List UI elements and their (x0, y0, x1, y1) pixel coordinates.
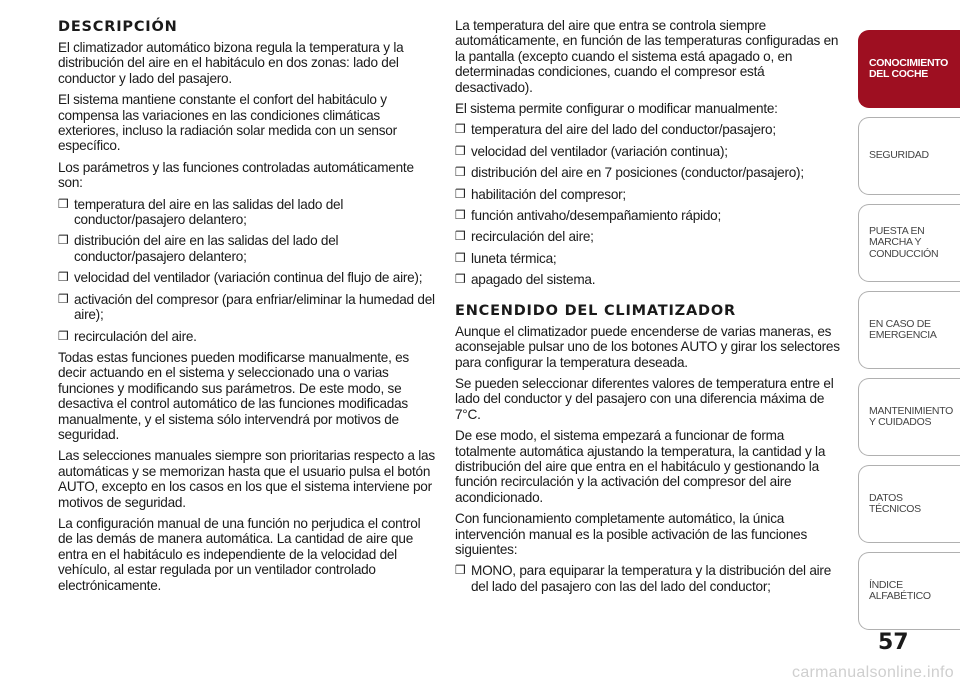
paragraph: De ese modo, el sistema empezará a funcionar de forma totalmente automática ajustando la temperatura, la cantidad y la distribución del aire que entra en el habitáculo y gestionando la función recirculación y la activación del compresor del aire acondicionado. (455, 428, 826, 505)
paragraph: Las selecciones manuales siempre son prioritarias respecto a las automáticas y se memorizan hasta que el usuario pulsa el botón AUTO, excepto en los casos en los que el sistema interviene por motivos de seguridad. (58, 448, 435, 510)
checkbox-bullet-icon: ❒ (455, 250, 466, 265)
checkbox-bullet-icon: ❒ (455, 563, 466, 578)
list-item: ❒ activación del compresor (para enfriar/eliminar la humedad del aire); (58, 291, 435, 323)
checkbox-bullet-icon: ❒ (455, 143, 466, 158)
paragraph: Aunque el climatizador puede encenderse de varias maneras, es aconsejable pulsar uno de los botones AUTO y girar los selectores para configurar la temperatura deseada. (455, 323, 840, 370)
tab-puesta-en-marcha[interactable]: PUESTA EN MARCHA Y CONDUCCIÓN (858, 204, 960, 282)
checkbox-bullet-icon: ❒ (455, 122, 466, 137)
chapter-tabs (858, 30, 960, 639)
paragraph: El sistema mantiene constante el confort del habitáculo y compensa las variaciones en las condiciones climáticas exteriores, incluso la radiación solar medida con un sensor específico. (58, 92, 397, 154)
list-item: ❒ función antivaho/desempañamiento rápido; (455, 208, 721, 224)
list-item: ❒ MONO, para equiparar la temperatura y la distribución del aire del lado del pasajero con las del lado del conductor; (455, 563, 832, 594)
tab-en-caso-de-emergencia[interactable]: EN CASO DE EMERGENCIA (858, 291, 960, 369)
tab-datos-tecnicos[interactable]: DATOS TÉCNICOS (858, 465, 960, 543)
list-item: ❒ recirculación del aire. (58, 328, 197, 344)
list-item: ❒ habilitación del compresor; (455, 186, 626, 202)
checkbox-bullet-icon: ❒ (455, 229, 466, 244)
list-item: ❒ temperatura del aire del lado del conductor/pasajero; (455, 122, 776, 138)
list-item: ❒ distribución del aire en las salidas del lado del conductor/pasajero delantero; (58, 233, 339, 264)
checkbox-bullet-icon: ❒ (58, 328, 69, 343)
checkbox-bullet-icon: ❒ (58, 291, 69, 306)
checkbox-bullet-icon: ❒ (58, 270, 69, 285)
watermark: carmanualsonline.info (792, 664, 954, 681)
checkbox-bullet-icon: ❒ (455, 272, 466, 287)
paragraph: Todas estas funciones pueden modificarse manualmente, es decir actuando en el sistema y seleccionado una o varias funciones y modificando sus parámetros. De este modo, se desactiva el control automático de las funciones modificadas manualmente, y el sistema sólo intervendrá por motivos de seguridad. (58, 349, 409, 442)
paragraph: Se pueden seleccionar diferentes valores de temperatura entre el lado del conductor y del pasajero con una diferencia máxima de 7°C. (455, 375, 834, 422)
tab-conocimiento-del-coche[interactable]: CONOCIMIENTO DEL COCHE (858, 30, 960, 108)
left-column (58, 18, 436, 599)
list-item: ❒ velocidad del ventilador (variación continua); (455, 143, 728, 159)
list-item: ❒ temperatura del aire en las salidas del lado del conductor/pasajero delantero; (58, 196, 344, 228)
paragraph: El sistema permite configurar o modificar manualmente: (455, 101, 778, 117)
paragraph: El climatizador automático bizona regula la temperatura y la distribución del aire en el habitáculo en dos zonas: lado del conductor y lado del pasajero. (58, 40, 404, 86)
list-item: ❒ recirculación del aire; (455, 229, 594, 245)
checkbox-bullet-icon: ❒ (455, 186, 466, 201)
tab-indice-alfabetico[interactable]: ÍNDICE ALFABÉTICO (858, 552, 960, 630)
paragraph: La temperatura del aire que entra se controla siempre automáticamente, en función de las temperaturas configuradas en la pantalla (excepto cuando el sistema está apagado o, en determinadas condiciones, cuando el compresor está desactivado). (455, 18, 839, 95)
section-heading-encendido: ENCENDIDO DEL CLIMATIZADOR (455, 302, 736, 319)
list-item: ❒ luneta térmica; (455, 250, 557, 266)
paragraph: La configuración manual de una función no perjudica el control de las demás de manera automática. La cantidad de aire que entra en el habitáculo es independiente de la velocidad del vehículo, al estar regulada por un ventilador controlado electrónicamente. (58, 515, 421, 593)
right-column (455, 18, 843, 600)
paragraph: Con funcionamiento completamente automático, la única intervención manual es la posible activación de las funciones siguientes: (455, 511, 808, 557)
tab-seguridad[interactable]: SEGURIDAD (858, 117, 960, 195)
automatic-functions-list (58, 197, 436, 344)
list-item: ❒ apagado del sistema. (455, 272, 596, 288)
manual-functions-list (455, 122, 843, 287)
checkbox-bullet-icon: ❒ (455, 165, 466, 180)
list-item: ❒ velocidad del ventilador (variación continua del flujo de aire); (58, 270, 423, 286)
manual-activation-list (455, 563, 843, 594)
checkbox-bullet-icon: ❒ (455, 208, 466, 223)
section-heading-descripcion: DESCRIPCIÓN (58, 19, 178, 35)
paragraph: Los parámetros y las funciones controladas automáticamente son: (58, 159, 414, 191)
checkbox-bullet-icon: ❒ (58, 196, 69, 211)
list-item: ❒ distribución del aire en 7 posiciones (conductor/pasajero); (455, 165, 804, 181)
checkbox-bullet-icon: ❒ (58, 233, 69, 248)
page-number: 57 (878, 630, 909, 655)
tab-mantenimiento[interactable]: MANTENIMIENTO Y CUIDADOS (858, 378, 960, 456)
